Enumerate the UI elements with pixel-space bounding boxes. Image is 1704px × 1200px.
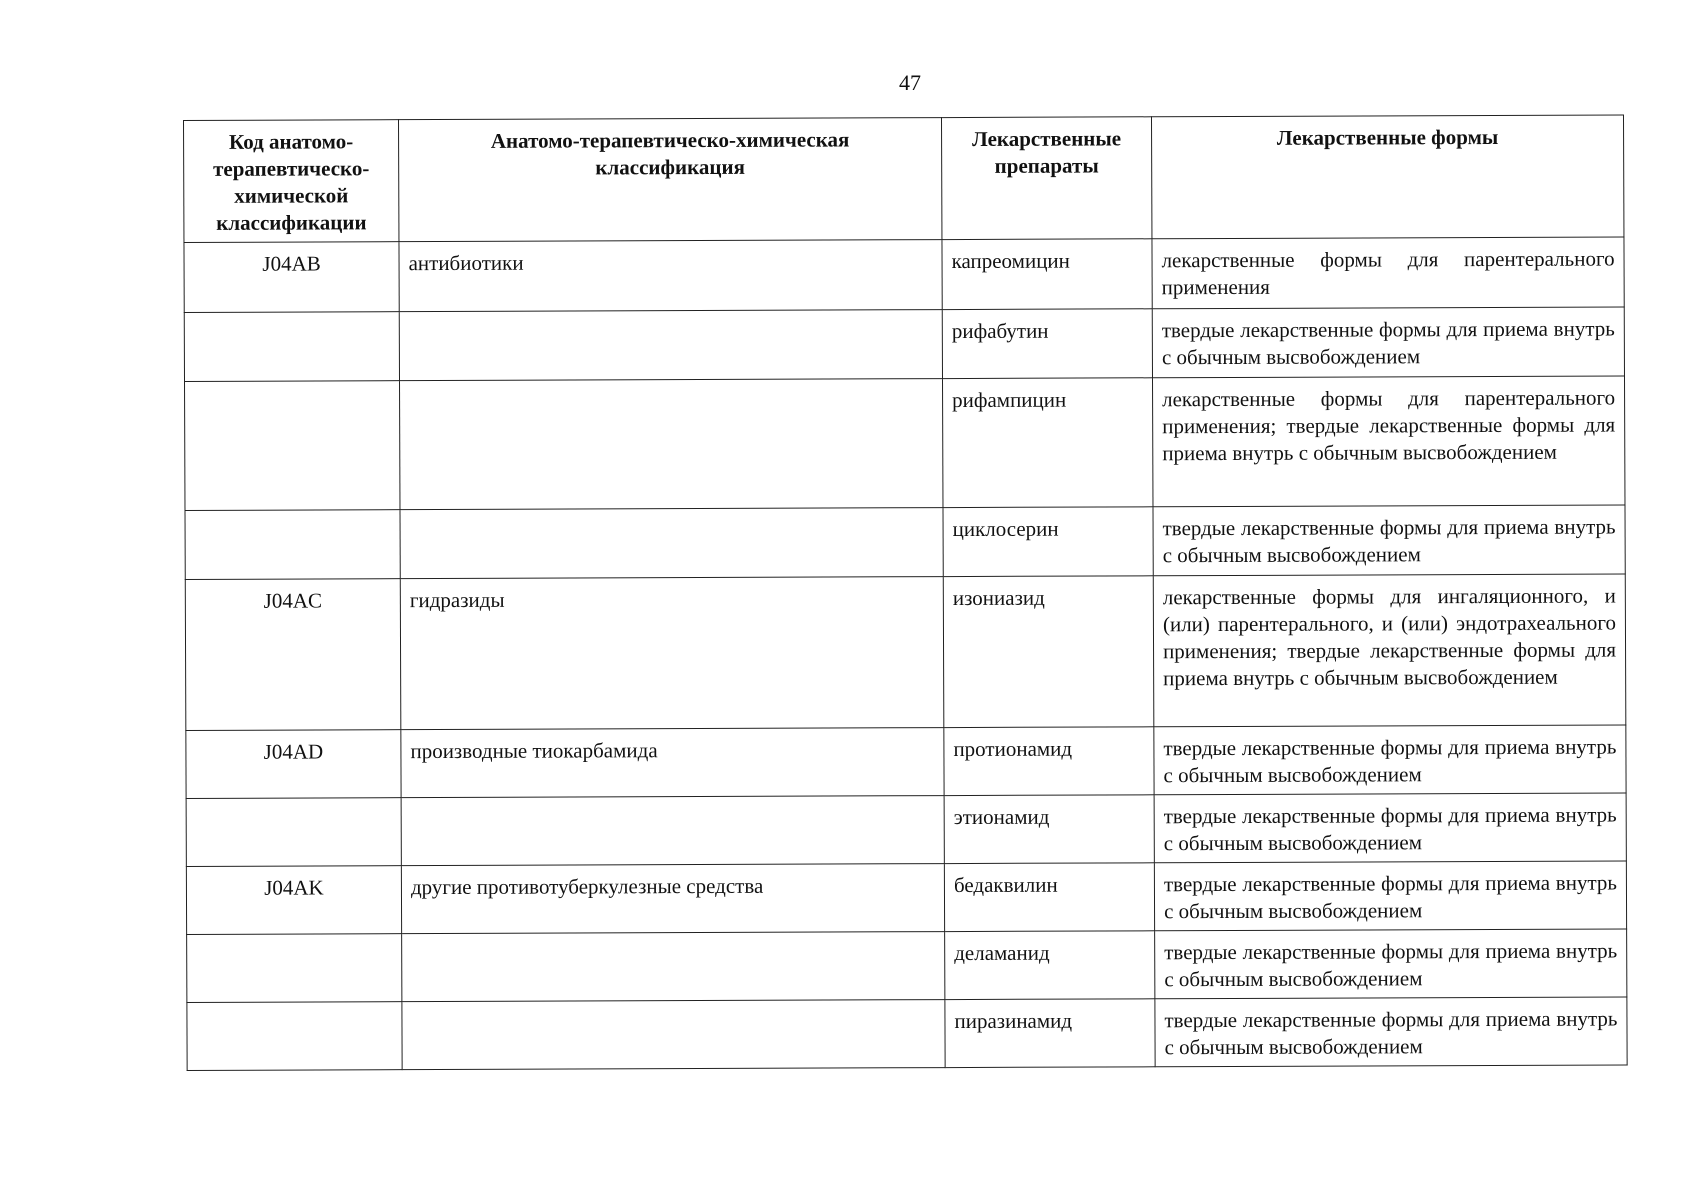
cell-code: [187, 1002, 402, 1071]
drug-classification-table: [183, 114, 1628, 1071]
cell-drug: деламанид: [945, 931, 1155, 1000]
cell-forms: лекарственные формы для парентерального применения: [1152, 237, 1624, 309]
header-atc-classification: Анатомо-терапевтическо-химическая классификация: [399, 118, 942, 242]
table-row: [185, 574, 1626, 731]
table-row: [184, 237, 1624, 313]
cell-drug: капреомицин: [942, 239, 1152, 310]
cell-drug: циклосерин: [943, 507, 1153, 577]
table-row: [187, 997, 1627, 1071]
cell-forms: твердые лекарственные формы для приема внутрь с обычным высвобождением: [1154, 793, 1626, 863]
cell-classification: гидразиды: [400, 577, 944, 730]
cell-drug: протионамид: [944, 727, 1154, 796]
cell-drug: пиразинамид: [945, 999, 1155, 1068]
table-row: [184, 307, 1624, 382]
cell-classification: [401, 796, 944, 866]
cell-classification: [402, 1000, 945, 1070]
cell-classification: другие противотуберкулезные средства: [401, 864, 944, 934]
table-row: [186, 725, 1626, 799]
cell-classification: [400, 508, 943, 579]
cell-forms: твердые лекарственные формы для приема внутрь с обычным высвобождением: [1153, 505, 1625, 576]
cell-classification: [400, 379, 943, 510]
cell-code: J04AC: [185, 579, 401, 731]
cell-forms: твердые лекарственные формы для приема внутрь с обычным высвобождением: [1154, 861, 1626, 931]
table-row: [186, 861, 1626, 935]
header-drugs: Лекарственные препараты: [941, 117, 1151, 240]
cell-code: [185, 510, 400, 580]
cell-drug: рифампицин: [942, 378, 1152, 508]
cell-classification: антибиотики: [399, 240, 942, 312]
cell-forms: лекарственные формы для ингаляционного, и (или) парентерального, и (или) эндотрахеального применения; твердые лекарственные формы для приема внутрь с обычным высвобождением: [1153, 574, 1626, 727]
cell-code: [184, 312, 399, 382]
cell-forms: твердые лекарственные формы для приема внутрь с обычным высвобождением: [1155, 997, 1627, 1067]
cell-classification: производные тиокарбамида: [401, 728, 944, 798]
table-row: [187, 929, 1627, 1003]
cell-drug: бедаквилин: [944, 863, 1154, 932]
cell-classification: [402, 932, 945, 1002]
cell-drug: рифабутин: [942, 309, 1152, 379]
header-dosage-forms: Лекарственные формы: [1151, 115, 1623, 239]
table-row: [186, 793, 1626, 867]
table-row: [185, 505, 1625, 580]
cell-code: [185, 381, 400, 511]
drug-table-wrapper: [183, 114, 1627, 1071]
cell-forms: твердые лекарственные формы для приема внутрь с обычным высвобождением: [1154, 725, 1626, 795]
cell-forms: твердые лекарственные формы для приема внутрь с обычным высвобождением: [1155, 929, 1627, 999]
cell-forms: лекарственные формы для парентерального применения; твердые лекарственные формы для приема внутрь с обычным высвобождением: [1152, 376, 1624, 507]
page-number: 47: [899, 70, 921, 95]
cell-code: [187, 934, 402, 1003]
cell-code: [186, 798, 401, 867]
cell-code: J04AD: [186, 730, 401, 799]
cell-code: J04AB: [184, 242, 399, 313]
cell-code: J04AK: [186, 866, 401, 935]
table-row: [185, 376, 1625, 511]
table-header-row: [184, 115, 1624, 243]
cell-forms: твердые лекарственные формы для приема внутрь с обычным высвобождением: [1152, 307, 1624, 378]
cell-drug: изониазид: [943, 576, 1154, 728]
cell-drug: этионамид: [944, 795, 1154, 864]
header-atc-code: Код анатомо-терапевтическо-химической классификации: [184, 120, 399, 243]
cell-classification: [399, 310, 942, 381]
